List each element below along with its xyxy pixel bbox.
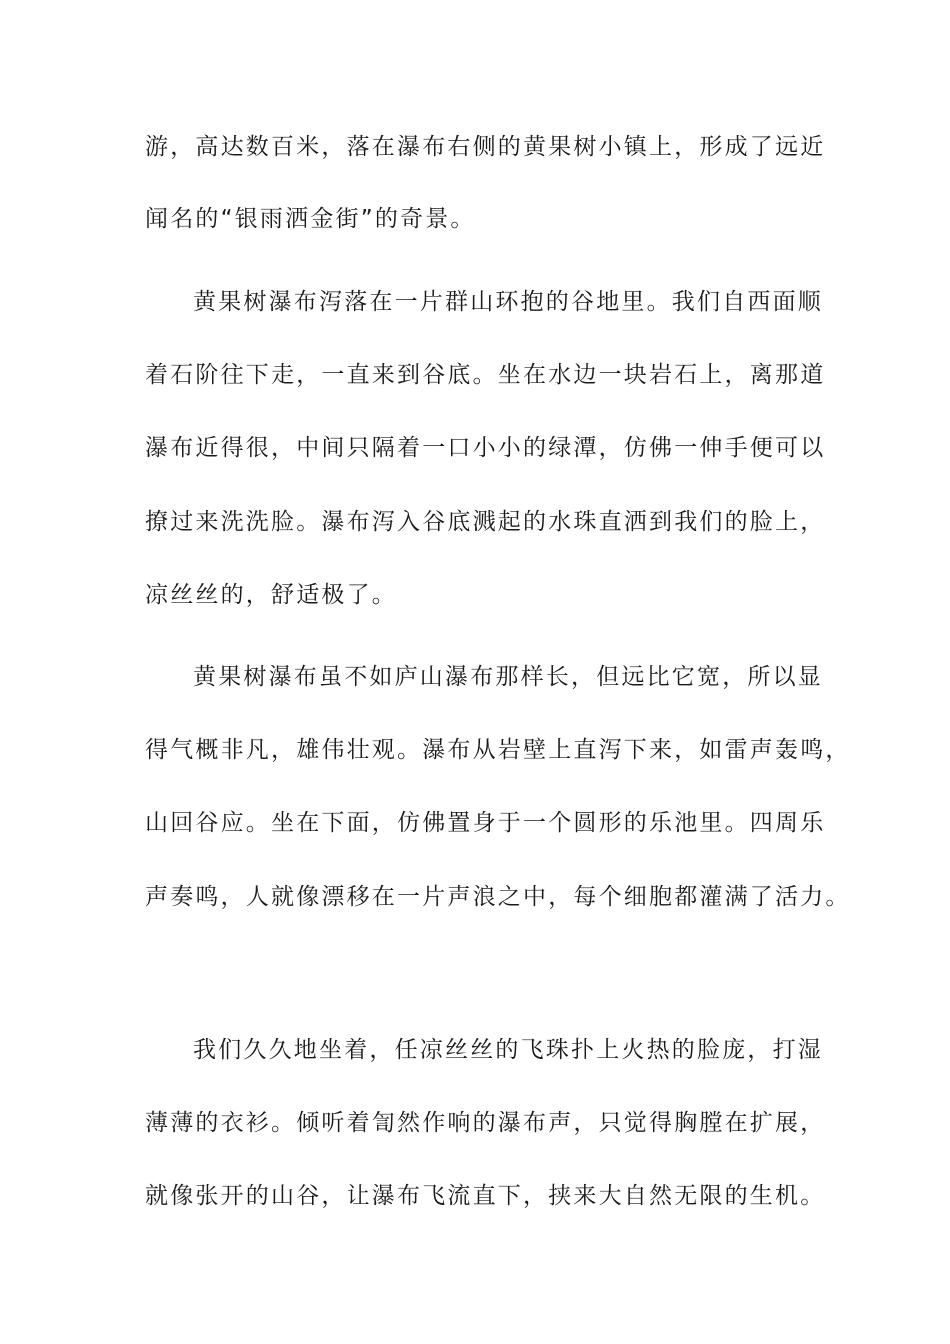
paragraph-first-line: 黄果树瀑布泻落在一片群山环抱的谷地里。我们自西面顺 — [193, 289, 823, 315]
text-line: 声奏鸣，人就像漂移在一片声浪之中，每个细胞都灌满了活力。 — [145, 884, 851, 910]
text-line: 得气概非凡，雄伟壮观。瀑布从岩壁上直泻下来，如雷声轰鸣， — [145, 737, 851, 763]
paragraph-first-line: 我们久久地坐着，任凉丝丝的飞珠扑上火热的脸庞，打湿 — [193, 1037, 823, 1063]
paragraph-first-line: 黄果树瀑布虽不如庐山瀑布那样长，但远比它宽，所以显 — [193, 664, 823, 690]
text-line: 撩过来洗洗脸。瀑布泻入谷底溅起的水珠直洒到我们的脸上， — [145, 509, 826, 535]
text-line: 薄薄的衣衫。倾听着訇然作响的瀑布声，只觉得胸膛在扩展， — [145, 1110, 826, 1136]
text-line: 闻名的“银雨洒金街”的奇景。 — [145, 206, 476, 232]
text-line: 就像张开的山谷，让瀑布飞流直下，挟来大自然无限的生机。 — [145, 1183, 826, 1209]
text-line: 凉丝丝的，舒适极了。 — [145, 582, 397, 608]
text-line: 瀑布近得很，中间只隔着一口小小的绿潭，仿佛一伸手便可以 — [145, 435, 826, 461]
text-line: 山回谷应。坐在下面，仿佛置身于一个圆形的乐池里。四周乐 — [145, 810, 826, 836]
text-line: 着石阶往下走，一直来到谷底。坐在水边一块岩石上，离那道 — [145, 362, 826, 388]
text-line: 游，高达数百米，落在瀑布右侧的黄果树小镇上，形成了远近 — [145, 134, 826, 160]
